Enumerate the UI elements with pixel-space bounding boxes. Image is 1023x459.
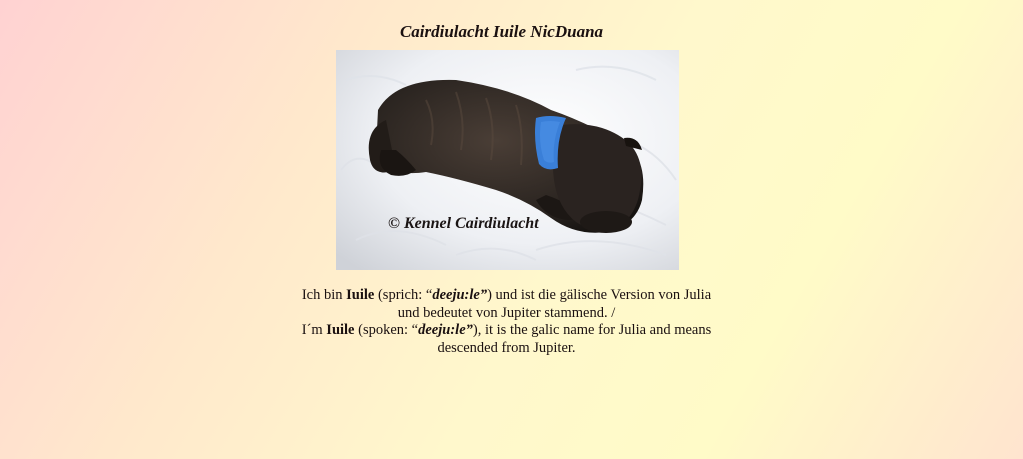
caption-german-line2: und bedeutet von Jupiter stammend. / [397, 304, 616, 321]
puppy-photo-image [336, 50, 679, 270]
caption-english [0, 322, 1013, 340]
caption-german-name: Iuile [346, 287, 375, 303]
caption-german-pron: deeju:le” [432, 287, 488, 303]
caption-german-post: ) und ist die gälische Version von Julia [487, 287, 712, 303]
caption-german-mid: (sprich: “ [374, 287, 433, 303]
caption-german [0, 287, 1013, 305]
caption-english-line2: descended from Jupiter. [437, 339, 576, 356]
caption-english-mid: (spoken: “ [354, 322, 419, 338]
caption-english-pre: I´m [301, 322, 327, 338]
caption [0, 287, 1013, 357]
caption-english-name: Iuile [326, 322, 355, 338]
photo-watermark: © Kennel Cairdiulacht [388, 215, 539, 232]
caption-english-post: ), it is the galic name for Julia and means [472, 322, 712, 338]
caption-english-pron: deeju:le” [418, 322, 473, 338]
page-title: Cairdiulacht Iuile NicDuana [399, 22, 604, 41]
puppy-photo [336, 50, 679, 270]
caption-german-pre: Ich bin [301, 287, 347, 303]
